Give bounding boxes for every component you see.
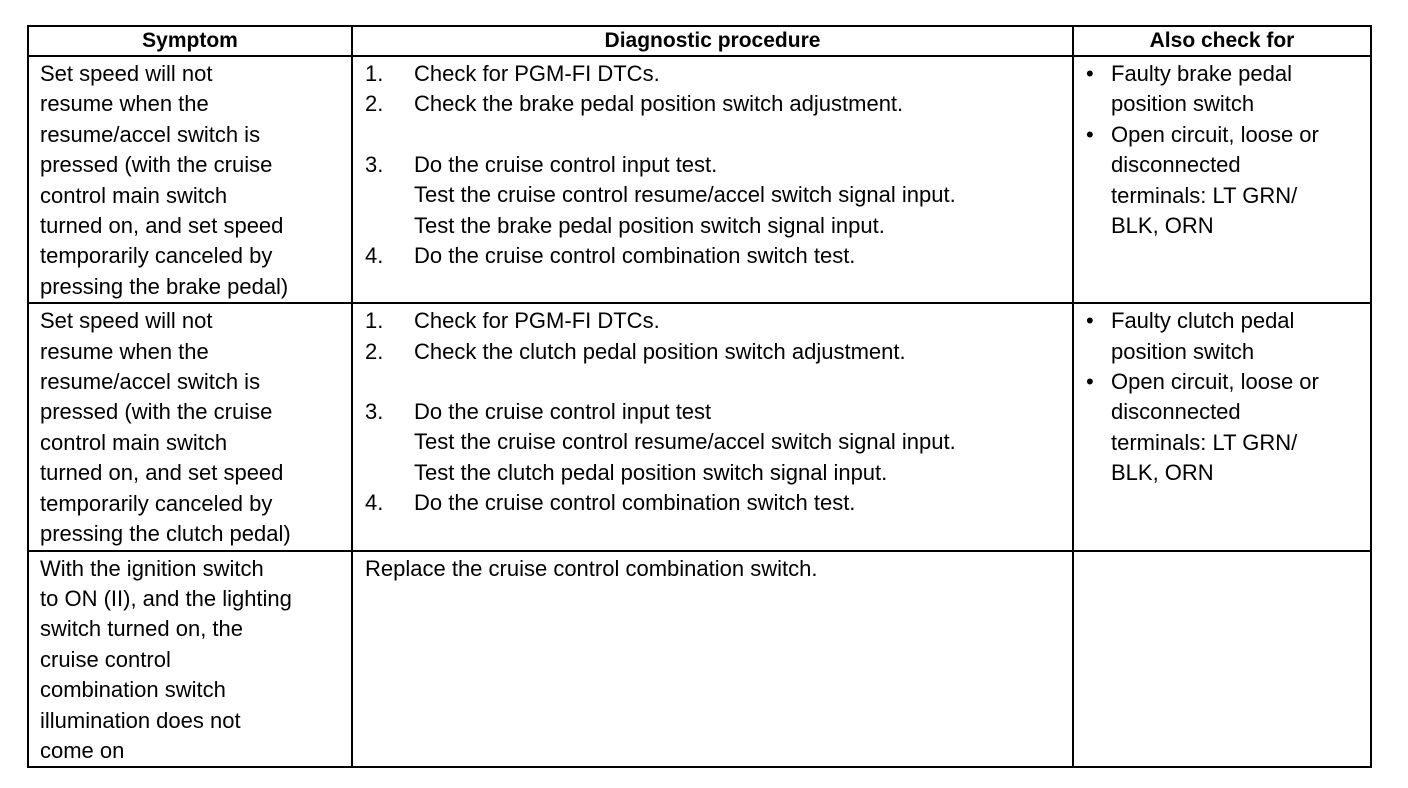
header-symptom: Symptom (28, 26, 352, 56)
procedure-cell (352, 303, 1073, 550)
symptom-text: Set speed will not resume when the resume/accel switch is pressed (with the cruise control main switch turned on, and set speed temporarily canceled by pressing the brake pedal) (40, 61, 289, 299)
header-also-check-for: Also check for (1073, 26, 1371, 56)
step-text: Check for PGM-FI DTCs. (414, 61, 660, 86)
procedure-step (365, 306, 1068, 336)
also-check-item (1086, 306, 1366, 367)
step-number: 1. (365, 308, 384, 334)
procedure-step (365, 337, 1068, 367)
bullet-icon: • (1086, 308, 1094, 334)
procedure-cell (352, 56, 1073, 303)
step-text: Do the cruise control combination switch test. (414, 490, 856, 516)
step-number: 1. (365, 61, 384, 86)
procedure-text: Replace the cruise control combination switch. (365, 555, 818, 581)
also-check-item (1086, 120, 1366, 242)
also-check-text: Faulty brake pedal position switch (1111, 61, 1292, 117)
also-check-cell (1073, 551, 1371, 768)
also-check-item (1086, 59, 1366, 120)
procedure-step (365, 397, 1068, 488)
header-diagnostic-procedure: Diagnostic procedure (352, 26, 1073, 56)
symptom-cell (28, 551, 352, 768)
step-number: 4. (365, 243, 384, 269)
step-text: Check the clutch pedal position switch adjustment. (414, 338, 906, 364)
step-text: Do the cruise control combination switch test. (414, 243, 856, 269)
bullet-icon: • (1086, 369, 1094, 395)
step-text: Check the brake pedal position switch adjustment. (414, 91, 904, 117)
also-check-text: Faulty clutch pedal position switch (1111, 308, 1295, 364)
table-row (28, 56, 1371, 303)
procedure-step (365, 59, 1068, 89)
step-text: Do the cruise control input test. Test the cruise control resume/accel switch signal input. Test the brake pedal position switch signal input. (414, 151, 956, 238)
step-number: 3. (365, 399, 384, 425)
step-number: 4. (365, 490, 384, 516)
bullet-icon: • (1086, 121, 1094, 147)
also-check-cell (1073, 303, 1371, 550)
also-check-item (1086, 367, 1366, 489)
symptom-cell (28, 303, 352, 550)
also-check-text: Open circuit, loose or disconnected terminals: LT GRN/ BLK, ORN (1111, 121, 1319, 239)
procedure-step (365, 241, 1068, 271)
step-number: 2. (365, 91, 384, 117)
procedure-step (365, 488, 1068, 518)
step-number: 3. (365, 151, 384, 177)
table-row (28, 551, 1371, 768)
table-row (28, 303, 1371, 550)
also-check-text: Open circuit, loose or disconnected terminals: LT GRN/ BLK, ORN (1111, 369, 1319, 486)
procedure-step (365, 150, 1068, 241)
bullet-icon: • (1086, 61, 1094, 86)
step-text: Do the cruise control input test Test the cruise control resume/accel switch signal input. Test the clutch pedal position switch signal input. (414, 399, 956, 485)
diagnostic-table (27, 25, 1372, 768)
header-row (28, 26, 1371, 56)
step-text: Check for PGM-FI DTCs. (414, 308, 660, 334)
symptom-text: Set speed will not resume when the resume/accel switch is pressed (with the cruise control main switch turned on, and set speed temporarily canceled by pressing the clutch pedal) (40, 308, 291, 547)
also-check-cell (1073, 56, 1371, 303)
step-number: 2. (365, 338, 384, 364)
symptom-cell (28, 56, 352, 303)
procedure-step (365, 89, 1068, 119)
symptom-text: With the ignition switch to ON (II), and the lighting switch turned on, the cruise control combination switch illumination does not come on (40, 555, 292, 763)
procedure-cell (352, 551, 1073, 768)
